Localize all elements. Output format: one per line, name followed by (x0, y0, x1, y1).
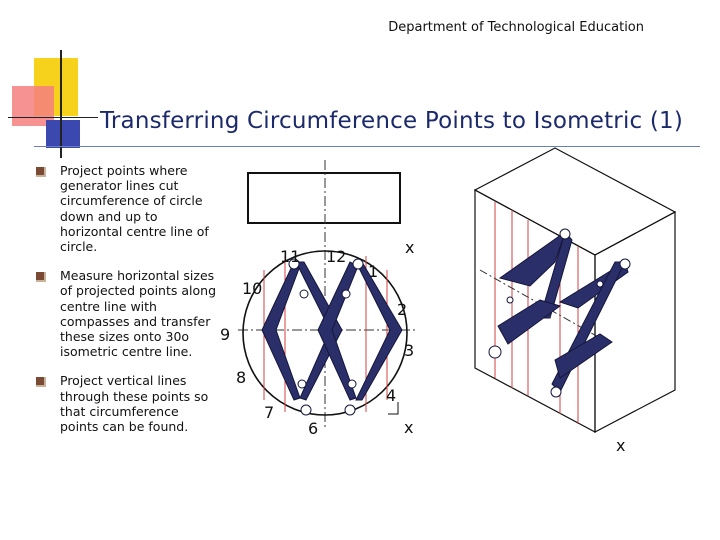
label-9: 9 (220, 325, 231, 344)
compass-pivot (300, 290, 308, 298)
isometric-box (475, 148, 675, 432)
compass-pivot (301, 405, 311, 415)
compass-arm (498, 300, 560, 344)
compass-pivot (507, 297, 513, 303)
bullet-text: Measure horizontal sizes of projected points along centre line with compasses and transfer these sizes onto 30o isometric centre line. (60, 268, 217, 360)
department-header: Department of Technological Education (388, 20, 644, 35)
plan-rectangle (248, 173, 400, 223)
compass-pivot (298, 380, 306, 388)
label-2: 2 (397, 300, 408, 319)
label-x: x (616, 436, 626, 455)
label-3: 3 (404, 341, 415, 360)
label-4: 4 (386, 386, 397, 405)
label-6: 6 (308, 419, 319, 438)
isometric-compass (498, 232, 628, 392)
compass-pivot (620, 259, 630, 269)
box-top-face (475, 148, 675, 255)
label-11: 11 (280, 247, 301, 266)
compass-pivot (597, 281, 603, 287)
box-side-face (595, 212, 675, 432)
label-8: 8 (236, 368, 247, 387)
compass-outer-arm (356, 262, 402, 400)
bullet-text: Project points where generator lines cut circumference of circle down and up to horizontal centre line of circle. (60, 163, 209, 255)
compass-pivot (348, 380, 356, 388)
bullet-text: Project vertical lines through these points so that circumference points can be found. (60, 373, 209, 435)
compass-pivot (489, 346, 501, 358)
label-x: x (405, 238, 415, 257)
label-10: 10 (242, 279, 263, 298)
label-x: x (404, 418, 414, 437)
compass-pivot (345, 405, 355, 415)
label-7: 7 (264, 403, 275, 422)
compass-pivot (342, 290, 350, 298)
compass-construction (262, 262, 402, 400)
label-12: 12 (326, 247, 347, 266)
compass-pivot (551, 387, 561, 397)
compass-pivot (353, 259, 363, 269)
label-1: 1 (368, 262, 379, 281)
slide-title: Transferring Circumference Points to Isometric (1) (100, 108, 684, 134)
compass-left-arm (262, 262, 300, 400)
compass-pivot (560, 229, 570, 239)
